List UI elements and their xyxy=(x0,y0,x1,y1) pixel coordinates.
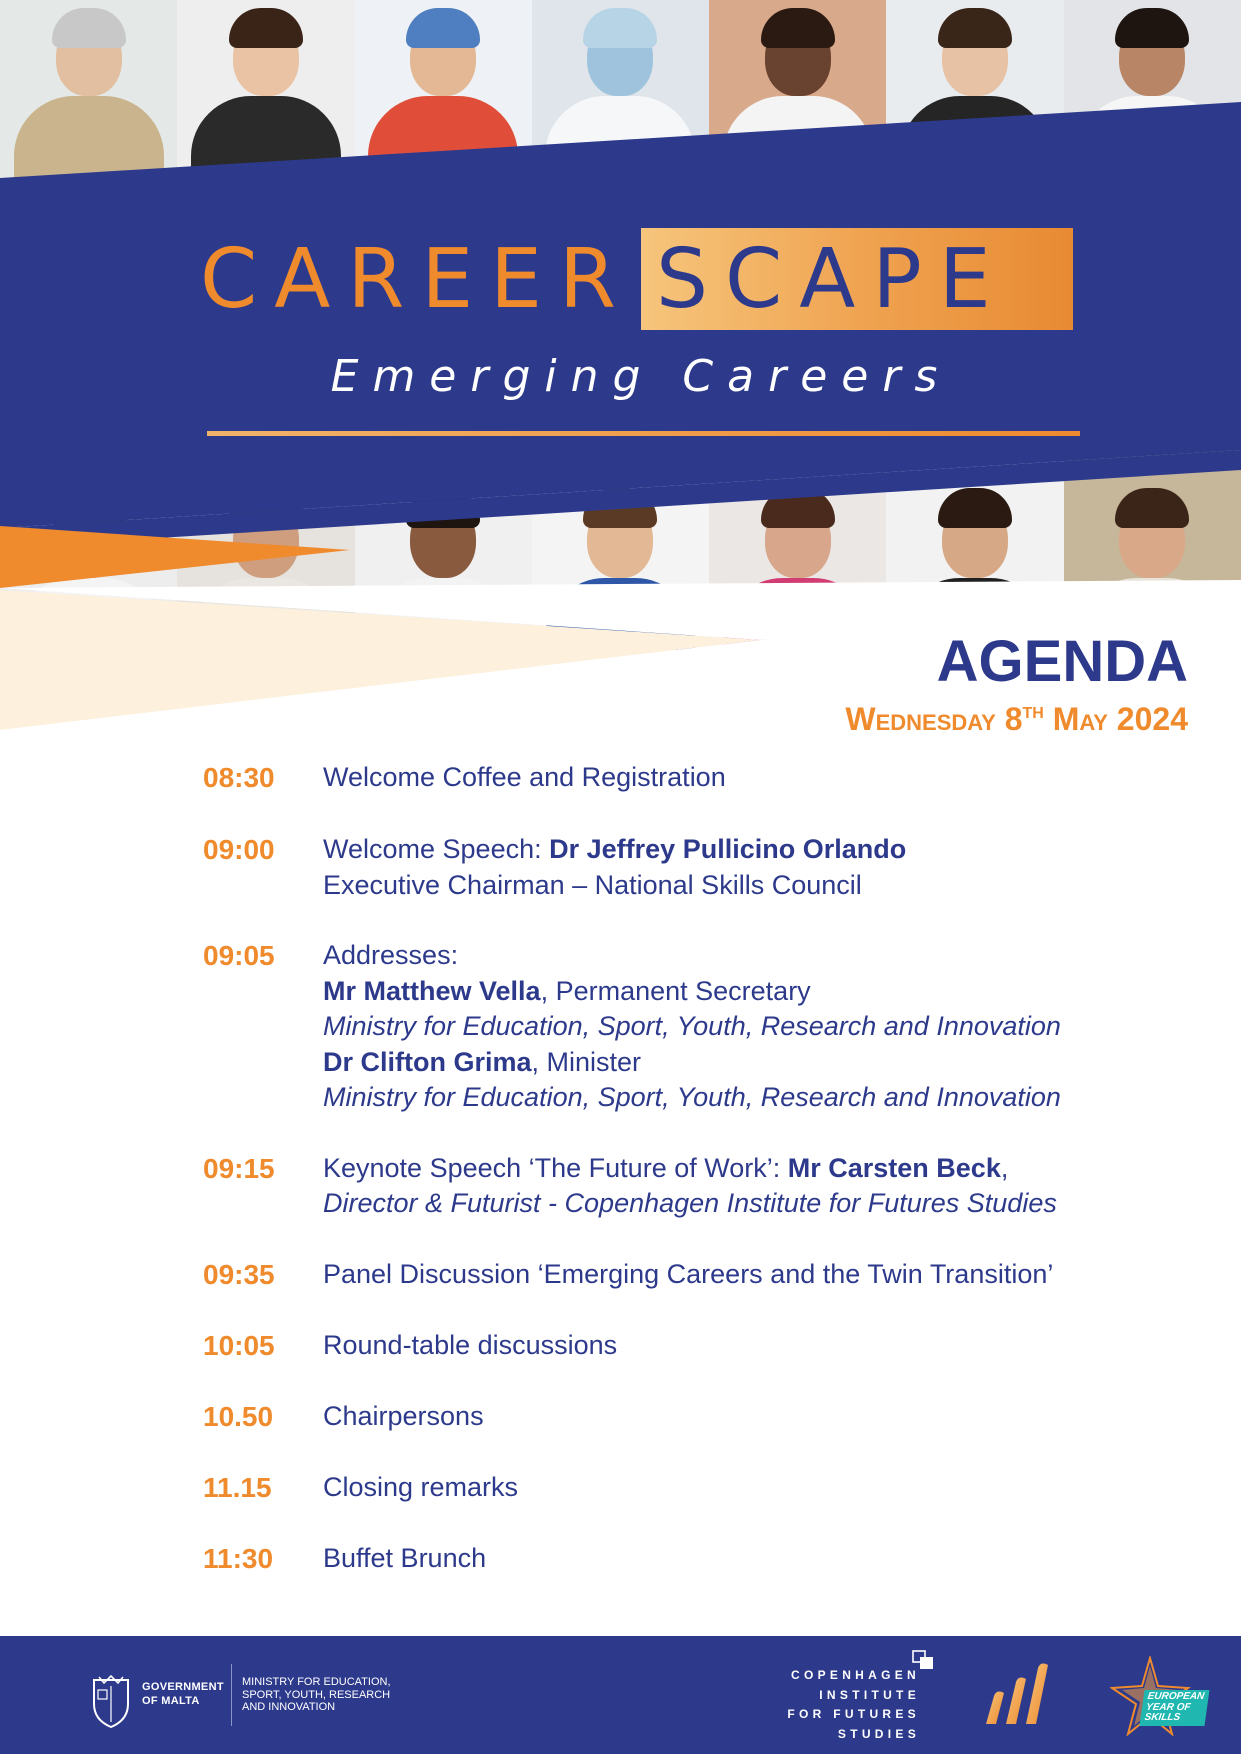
agenda-time: 09:35 xyxy=(203,1258,275,1290)
agenda-text: , Minister xyxy=(531,1046,642,1077)
date-day: 8TH xyxy=(1004,701,1044,737)
agenda-line xyxy=(323,974,1103,1010)
agenda-line xyxy=(323,1186,1103,1222)
agenda-time: 08:30 xyxy=(203,762,275,793)
eys-logo-text: EUROPEAN YEAR OF SKILLS xyxy=(1140,1690,1210,1726)
speaker-name: Mr Matthew Vella xyxy=(323,975,541,1006)
agenda-item xyxy=(203,1257,1103,1293)
speaker-name: Dr Jeffrey Pullicino Orlando xyxy=(549,834,907,864)
agenda-description xyxy=(323,1257,1103,1293)
agenda-line xyxy=(323,760,1103,796)
subtitle: Emerging Careers xyxy=(330,351,952,402)
agenda-line xyxy=(323,1257,1103,1293)
date-month-year: May 2024 xyxy=(1052,701,1188,737)
agenda-line xyxy=(323,938,1103,974)
agenda-line xyxy=(323,1045,1103,1081)
agenda-line xyxy=(323,1328,1103,1364)
agenda-text: Round-table discussions xyxy=(323,1329,618,1360)
agenda-item xyxy=(203,760,1103,796)
agenda-item xyxy=(203,1328,1103,1364)
agenda-text: Closing remarks xyxy=(323,1471,519,1502)
speaker-name: Dr Clifton Grima xyxy=(323,1046,532,1077)
agenda-description xyxy=(323,1470,1103,1506)
agenda-text: , Permanent Secretary xyxy=(540,975,811,1006)
agenda-description xyxy=(323,1399,1103,1435)
agenda-line xyxy=(323,1541,1103,1577)
nsc-bars-logo xyxy=(982,1662,1052,1728)
agenda-line xyxy=(323,868,1103,904)
agenda-description xyxy=(323,1151,1103,1222)
date-weekday: Wednesday xyxy=(845,701,996,737)
agenda-line xyxy=(323,1399,1103,1435)
affiliation-text: Ministry for Education, Sport, Youth, Research and Innovation xyxy=(323,1082,1061,1112)
cifs-squares-icon xyxy=(912,1650,934,1670)
agenda-item xyxy=(203,832,1103,903)
agenda-text: Chairpersons xyxy=(323,1400,484,1431)
agenda-line xyxy=(323,1009,1103,1045)
agenda-description xyxy=(323,832,1103,903)
agenda-item xyxy=(203,1541,1103,1577)
agenda-item xyxy=(203,1151,1103,1222)
government-of-malta-label: GOVERNMENT OF MALTA xyxy=(142,1681,224,1707)
agenda-text: , xyxy=(1000,1152,1009,1183)
agenda-description xyxy=(323,760,1103,796)
agenda-text: Addresses: xyxy=(323,940,459,970)
agenda-text: Panel Discussion ‘Emerging Careers and the Twin Transition’ xyxy=(323,1258,1054,1289)
agenda-time: 09:05 xyxy=(203,940,275,971)
agenda-time: 10:05 xyxy=(203,1329,275,1361)
agenda-list xyxy=(203,760,1103,1577)
brand-word-scape: SCAPE xyxy=(656,232,1008,327)
careerscape-logo xyxy=(0,228,1241,332)
title-underline xyxy=(207,431,1080,436)
affiliation-text: Ministry for Education, Sport, Youth, Research and Innovation xyxy=(323,1011,1061,1041)
affiliation-text: Director & Futurist - Copenhagen Institute for Futures Studies xyxy=(323,1188,1057,1218)
brand-word-career: CAREER xyxy=(200,232,633,327)
agenda-text: Buffet Brunch xyxy=(323,1542,487,1573)
agenda-line xyxy=(323,1151,1103,1187)
agenda-time: 11:30 xyxy=(203,1542,274,1574)
agenda-text: Welcome Coffee and Registration xyxy=(323,762,726,792)
footer xyxy=(0,1636,1241,1754)
footer-divider xyxy=(231,1664,232,1726)
agenda-description xyxy=(323,1541,1103,1577)
ministry-label: MINISTRY FOR EDUCATION, SPORT, YOUTH, RESEARCH AND INNOVATION xyxy=(242,1676,391,1713)
speaker-name: Mr Carsten Beck xyxy=(787,1152,1001,1183)
cifs-logo-text: COPENHAGEN INSTITUTE FOR FUTURES STUDIES xyxy=(787,1668,920,1741)
agenda-description xyxy=(323,1328,1103,1364)
agenda-date xyxy=(845,694,1188,739)
agenda-time: 11.15 xyxy=(203,1471,272,1503)
agenda-line xyxy=(323,1080,1103,1116)
agenda-description xyxy=(323,938,1103,1116)
malta-crest-icon xyxy=(88,1674,134,1730)
agenda-time: 09:15 xyxy=(203,1152,275,1184)
agenda-text: Keynote Speech ‘The Future of Work’: xyxy=(323,1152,788,1183)
agenda-time: 10.50 xyxy=(203,1400,274,1432)
agenda-item xyxy=(203,1399,1103,1435)
agenda-time: 09:00 xyxy=(203,834,275,865)
agenda-line xyxy=(323,1470,1103,1506)
agenda-line xyxy=(323,832,1103,868)
agenda-title: AGENDA xyxy=(936,629,1188,694)
agenda-text: Welcome Speech: xyxy=(323,834,550,864)
agenda-text: Executive Chairman – National Skills Council xyxy=(323,869,862,900)
date-ordinal: TH xyxy=(1022,705,1044,722)
agenda-item xyxy=(203,1470,1103,1506)
agenda-item xyxy=(203,938,1103,1116)
